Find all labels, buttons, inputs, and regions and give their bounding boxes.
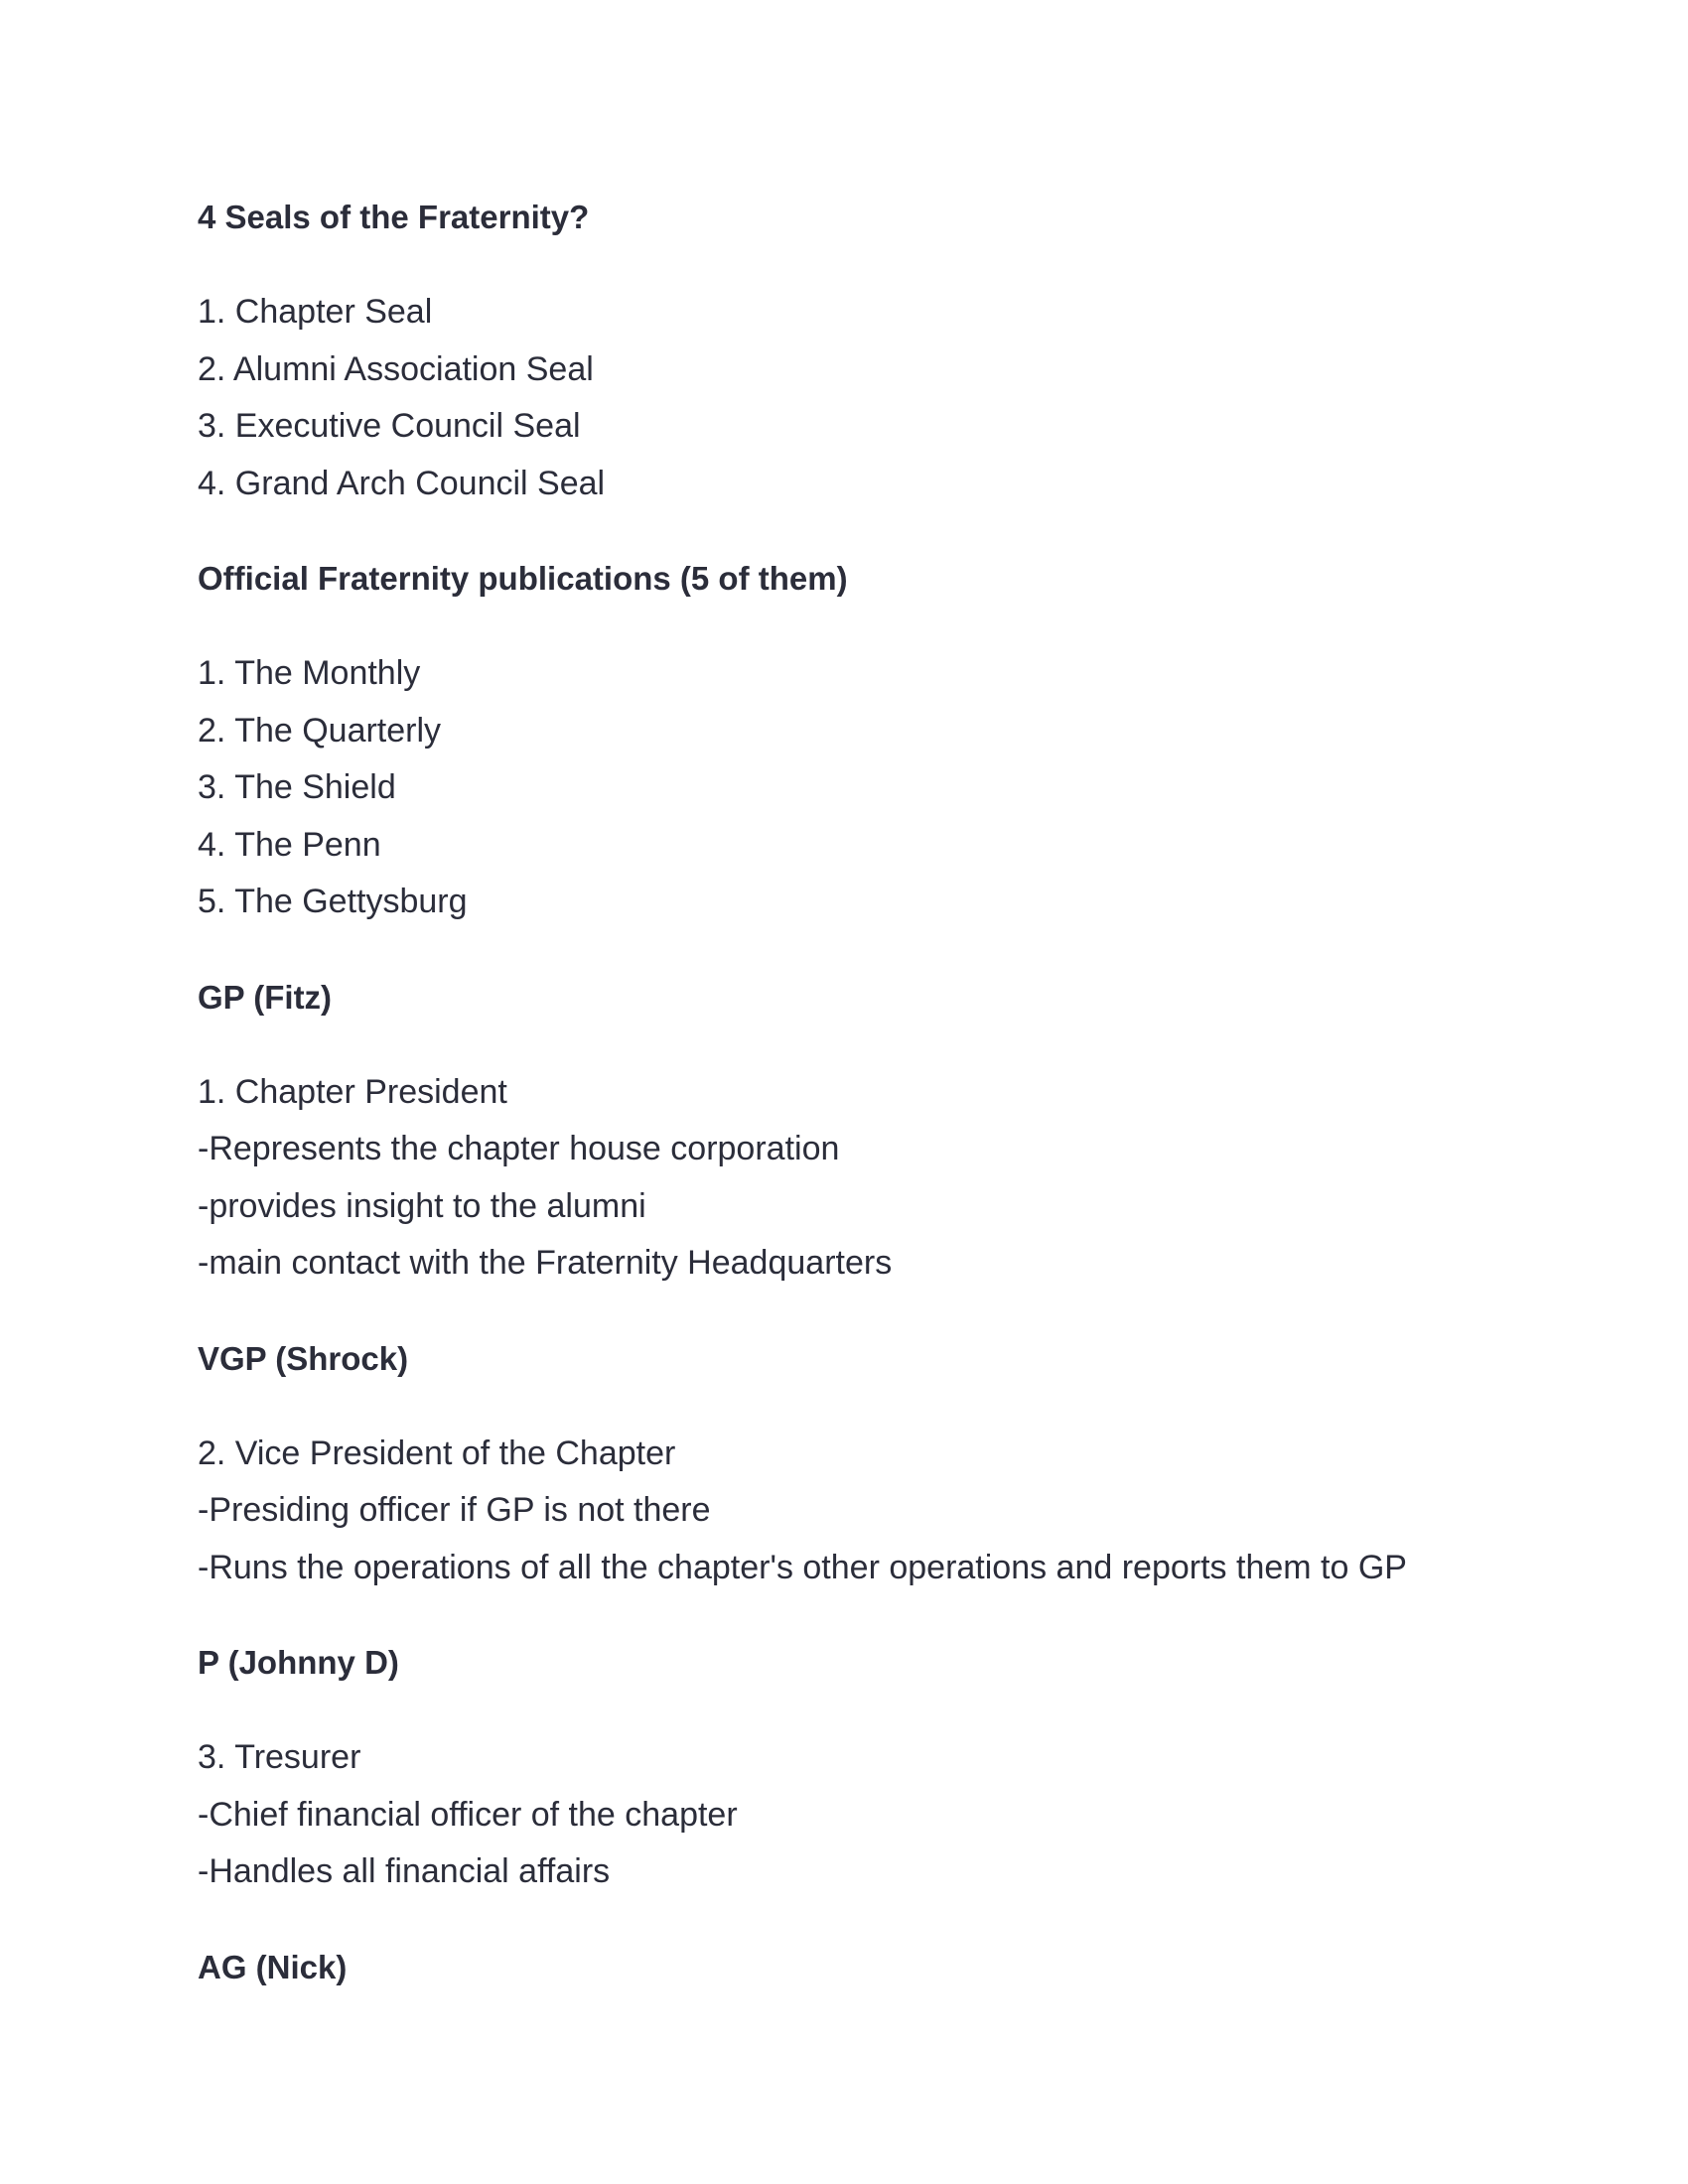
list-item: -provides insight to the alumni (198, 1186, 646, 1225)
section-list (198, 1064, 1508, 1293)
section-heading: VGP (Shrock) (198, 1339, 409, 1377)
section-gp (198, 975, 1508, 1293)
section-heading: Official Fraternity publications (5 of them) (198, 560, 848, 597)
section-list (198, 1426, 1508, 1597)
list-item: -Presiding officer if GP is not there (198, 1491, 711, 1529)
section-ag (198, 1945, 1508, 1990)
section-vgp (198, 1336, 1508, 1597)
list-item: 5. The Gettysburg (198, 883, 468, 920)
section-heading: AG (Nick) (198, 1948, 348, 1985)
list-item: 3. The Shield (198, 768, 396, 806)
list-item: 4. The Penn (198, 825, 381, 864)
section-seals (198, 195, 1508, 512)
list-item: -Represents the chapter house corporation (198, 1130, 840, 1167)
list-item: 3. Tresurer (198, 1738, 361, 1776)
list-item: 2. Vice President of the Chapter (198, 1433, 676, 1472)
section-list (198, 1729, 1508, 1901)
section-publications (198, 556, 1508, 931)
section-heading: P (Johnny D) (198, 1644, 399, 1681)
list-item: -Chief financial officer of the chapter (198, 1795, 738, 1834)
list-item: 2. The Quarterly (198, 711, 442, 750)
list-item: 1. Chapter President (198, 1072, 507, 1111)
list-item: -main contact with the Fraternity Headquarters (198, 1244, 893, 1282)
list-item: 2. Alumni Association Seal (198, 349, 594, 388)
list-item: 1. The Monthly (198, 654, 421, 692)
section-heading: GP (Fitz) (198, 978, 333, 1016)
list-item: 3. Executive Council Seal (198, 407, 581, 445)
list-item: 4. Grand Arch Council Seal (198, 464, 606, 502)
section-list (198, 284, 1508, 512)
list-item: -Runs the operations of all the chapter's other operations and reports them to GP (198, 1548, 1407, 1586)
document-content (198, 195, 1508, 2034)
list-item: 1. Chapter Seal (198, 293, 433, 331)
section-heading: 4 Seals of the Fraternity? (198, 199, 590, 235)
section-list (198, 645, 1508, 931)
section-p (198, 1640, 1508, 1901)
list-item: -Handles all financial affairs (198, 1852, 611, 1890)
